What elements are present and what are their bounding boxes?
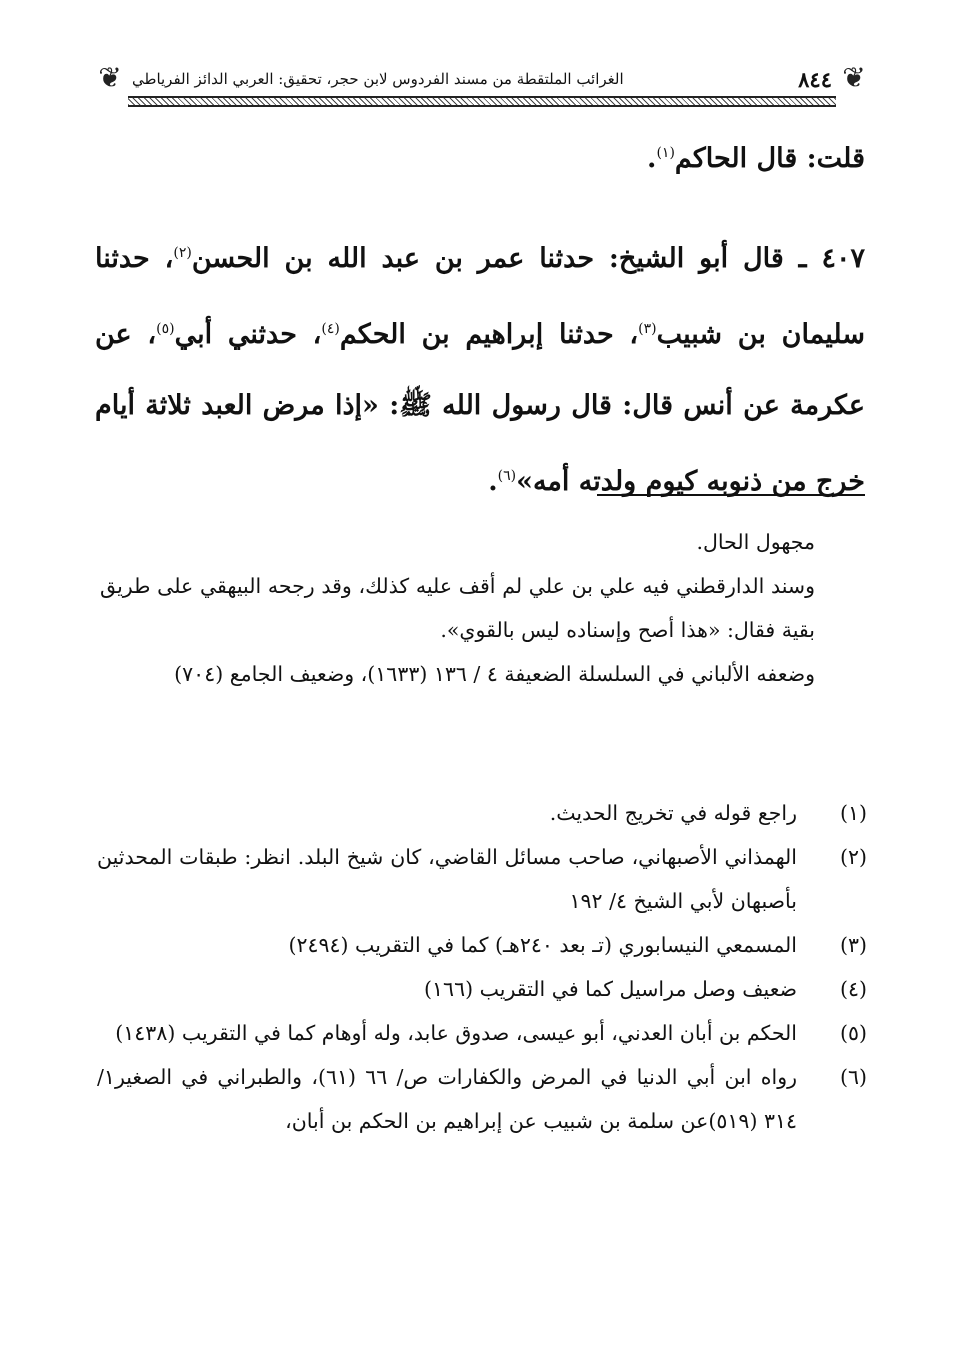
footnote-text: المسمعي النيسابوري (تـ بعد ٢٤٠هـ) كما في التقريب (٢٤٩٤) bbox=[288, 933, 797, 957]
footnote-ref: (١) bbox=[656, 145, 675, 161]
footnote-ref: (٤) bbox=[321, 321, 340, 337]
continuation-paragraph: وضعفه الألباني في السلسلة الضعيفة ٤ / ١٣٦ (١٦٣٣)، وضعيف الجامع (٧٠٤) bbox=[174, 662, 815, 686]
footnote-text: ضعيف وصل مراسيل كما في التقريب (١٦٦) bbox=[424, 977, 797, 1001]
footnote-item bbox=[97, 835, 867, 923]
footnote-number: (٥) bbox=[839, 1021, 867, 1045]
footnotes-list bbox=[97, 791, 867, 1143]
hadith-paragraph: ٤٠٧ ـ قال أبو الشيخ: حدثنا عمر بن عبد الله بن الحسن$^{(٢)}$، حدثنا سليمان بن شبيب$^{(٣)}$، حدثنا إبراهيم بن الحكم$^{(٤)}$، حدثني أبي$^{(٥)}$، عن عكرمة عن أنس قال: قال رسول الله ﷺ: «إذا مرض العبد ثلاثة أيام خرج من ذنوبه كيوم ولدته أمه»$^{(٦)}$. bbox=[95, 243, 865, 497]
footnote-number: (١) bbox=[839, 801, 867, 825]
footnote-text: الهمذاني الأصبهاني، صاحب مسائل القاضي، كان شيخ البلد. انظر: طبقات المحدثين بأصبهان لأبي الشيخ ٤/ ١٩٢ bbox=[97, 845, 797, 913]
footnote-ref: (٢) bbox=[173, 245, 192, 261]
footnote-number: (٤) bbox=[839, 977, 867, 1001]
footnote-ref: (٥) bbox=[156, 321, 175, 337]
footnote-ref: (٦) bbox=[497, 468, 517, 484]
corner-ornament-icon: ❦ bbox=[842, 61, 866, 94]
continuation-line: مجهول الحال. bbox=[696, 530, 815, 554]
footnote-item bbox=[97, 1055, 867, 1143]
footnote-separator bbox=[597, 494, 865, 496]
footnote-item bbox=[97, 967, 867, 1011]
footnote-text: رواه ابن أبي الدنيا في المرض والكفارات ص/ ٦٦ (٦١)، والطبراني في الصغير١/ ٣١٤ (٥١٩)عن سلمة بن شبيب عن إبراهيم بن الحكم بن أبان، bbox=[97, 1065, 797, 1133]
footnote-text: الحكم بن أبان العدني، أبو عيسى، صدوق عابد، وله أوهام كما في التقريب (١٤٣٨) bbox=[115, 1021, 797, 1045]
footnote-number: (٢) bbox=[839, 845, 867, 869]
header-decorative-rule bbox=[128, 96, 836, 107]
corner-ornament-icon: ❦ bbox=[98, 61, 122, 94]
page-number: ٨٤٤ bbox=[798, 66, 832, 92]
footnote-text: راجع قوله في تخريج الحديث. bbox=[549, 801, 797, 825]
running-title: الغرائب الملتقطة من مسند الفردوس لابن حجر، تحقيق: العربي الدائز الفرياطي bbox=[132, 70, 624, 88]
footnote-item bbox=[97, 923, 867, 967]
main-text bbox=[95, 118, 865, 517]
footnote-ref: (٣) bbox=[638, 321, 657, 337]
footnote-continuation bbox=[100, 520, 815, 696]
page-header bbox=[92, 58, 872, 108]
footnote-number: (٦) bbox=[839, 1065, 867, 1089]
main-paragraph: قلت: قال الحاكم$^{(١)}$. bbox=[647, 143, 865, 174]
footnote-item bbox=[97, 1011, 867, 1055]
footnote-item bbox=[97, 791, 867, 835]
continuation-paragraph: وسند الدارقطني فيه علي بن علي لم أقف عليه كذلك، وقد رجحه البيهقي على طريق بقية فقال: «هذا أصح وإسناده ليس بالقوي». bbox=[100, 574, 815, 642]
footnote-number: (٣) bbox=[839, 933, 867, 957]
